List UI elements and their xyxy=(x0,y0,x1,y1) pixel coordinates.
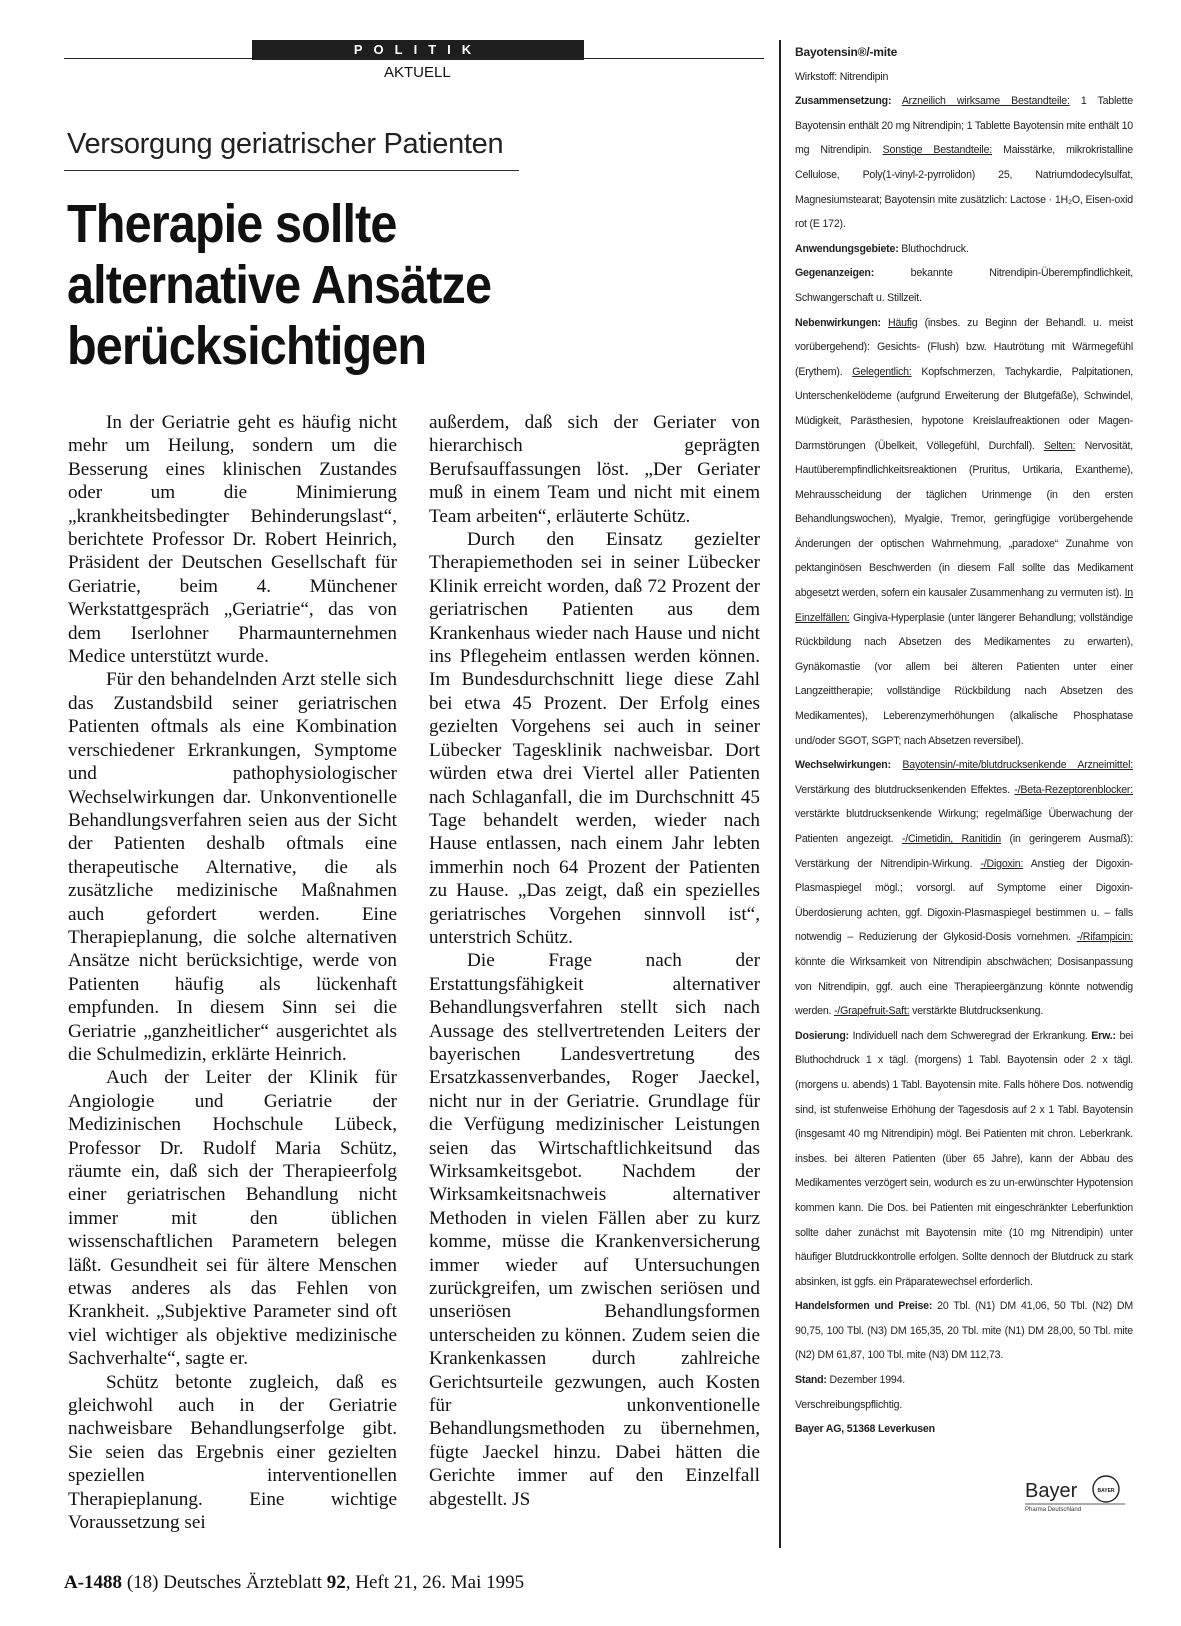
article-kicker: Versorgung geriatrischer Patienten xyxy=(67,128,504,160)
subsection-label: AKTUELL xyxy=(384,64,451,81)
kicker-rule xyxy=(64,170,519,171)
paragraph: Für den behandelnden Arzt stelle sich das Zustandsbild seiner geriatrischen Patienten oftmals als eine Kombination verschiedener Erkrankungen, Symptome und pathophysiologischer Wechselwirkungen dar. Unkonventionelle Behandlungsverfahren seien aus der Sicht der Patienten deshalb oftmals eine therapeutische Alternative, die als zusätzliche medizinische Maßnahmen auch gefordert werden. Eine Therapieplanung, die solche alternativen Ansätze nicht berücksichtige, werde von Patienten häufig als lückenhaft empfunden. In diesem Sinn sei die Geriatrie „ganzheitlicher“ ausgerichtet als die Schulmedizin, erklärte Heinrich. xyxy=(68,669,397,1065)
drug-wechselwirkungen: Wechselwirkungen: Bayotensin/-mite/blutdrucksenkende Arzneimittel: Verstärkung des blutdrucksenkenden Effektes. -/Beta-Rezeptorenblocker: verstärkte blutdrucksenkende Wirkung; regelmäßige Überwachung der Patienten angezeigt. -/Cimetidin, Ranitidin (in geringerem Ausmaß): Verstärkung der Nitrendipin-Wirkung. -/Digoxin: Anstieg der Digoxin-Plasmaspiegel mögl.; vorsorgl. auf Symptome einer Digoxin-Überdosierung achten, ggf. Digoxin-Plasmaspiegel bestimmen u. – falls notwendig – Reduzierung der Glykosid-Dosis vornehmen. -/Rifampicin: könnte die Wirksamkeit von Nitrendipin abschwächen; Dosisanpassung von Nitrendipin, ggf. auch eine Therapieergänzung könnte notwendig werden. -/Grapefruit-Saft: verstärkte Blutdrucksenkung. xyxy=(795,759,1134,1018)
paragraph: In der Geriatrie geht es häufig nicht mehr um Heilung, sondern um die Besserung eines klinischen Zustandes oder um die Minimierung „krankheitsbedingter Behinderungslast“, berichtete Professor Dr. Robert Heinrich, Präsident der Deutschen Gesellschaft für Geriatrie, beim 4. Münchener Werkstattgespräch „Geriatrie“, das von dem Iserlohner Pharmaunternehmen Medice unterstützt wurde. xyxy=(68,412,397,668)
page-footer xyxy=(64,1572,524,1594)
header-rule xyxy=(64,58,764,59)
svg-text:BAYER: BAYER xyxy=(1097,1488,1115,1494)
drug-dosierung: Dosierung: Individuell nach dem Schweregrad der Erkrankung. Erw.: bei Bluthochdruck 1 x tägl. (morgens) 1 Tabl. Bayotensin oder 2 x tägl. (morgens u. abends) 1 Tabl. Bayotensin mite. Falls höhere Dos. notwendig sind, ist stufenweise Erhöhung der Tagesdosis auf 2 x 1 Tabl. Bayotensin (insgesamt 40 mg Nitrendipin) mögl. Bei Patienten mit chron. Leberkrank. insbes. bei älteren Patienten (über 65 Jahre), kann der Abbau des Medikamentes verzögert sein, wodurch es zu un-erwünschter Hypotension kommen kann. Die Dos. bei Patienten mit eingeschränkter Leberfunktion sollte daher zunächst mit Bayotensin mite (10 mg Nitrendipin) unter häufiger Blutdruckkontrolle erfolgen. Sollte dennoch der Blutdruck zu stark absinken, ist ggfs. ein Präparatewechsel erforderlich. xyxy=(795,1029,1133,1288)
drug-company: Bayer AG, 51368 Leverkusen xyxy=(795,1423,935,1436)
drug-handelsformen: Handelsformen und Preise: 20 Tbl. (N1) DM 41,06, 50 Tbl. (N2) DM 90,75, 100 Tbl. (N3) DM 165,35, 20 Tbl. mite (N1) DM 28,00, 50 Tbl. mite (N2) DM 61,87, 100 Tbl. mite (N3) DM 112,73. xyxy=(795,1300,1133,1362)
column-divider xyxy=(779,40,781,1548)
paragraph: außerdem, daß sich der Geriater von hierarchisch geprägten Berufsauffassungen löst. „Der Geriater muß in einem Team und nicht mit einem Team arbeiten“, erläuterte Schütz. xyxy=(429,412,760,527)
journal-volume: 92 xyxy=(326,1572,346,1593)
drug-info-box xyxy=(795,40,1133,1442)
bayer-logo xyxy=(1025,1473,1125,1513)
paragraph: Auch der Leiter der Klinik für Angiologie und Geriatrie der Medizinischen Hochschule Lübeck, Professor Dr. Rudolf Maria Schütz, räumte ein, daß sich der Therapieerfolg einer geriatrischen Behandlung nicht immer mit den üblichen wissenschaftlichen Parametern belegen läßt. Gesundheit sei für ältere Menschen etwas anderes als das Fehlen von Krankheit. „Subjektive Parameter sind oft viel wichtiger als objektive medizinische Sachverhalte“, sagte er. xyxy=(68,1067,397,1370)
section-label: POLITIK xyxy=(252,40,584,60)
svg-text:Pharma Deutschland: Pharma Deutschland xyxy=(1025,1507,1082,1513)
svg-text:Bayer: Bayer xyxy=(1025,1480,1078,1502)
drug-gegenanzeigen: Gegenanzeigen: bekannte Nitrendipin-Überempfindlichkeit, Schwangerschaft u. Stillzeit. xyxy=(795,267,1134,304)
paragraph: Durch den Einsatz gezielter Therapiemethoden sei in seiner Lübecker Klinik erreicht worden, daß 72 Prozent der geriatrischen Patienten aus dem Krankenhaus wieder nach Hause und nicht ins Pflegeheim entlassen werden können. Im Bundesdurchschnitt liege diese Zahl bei etwa 45 Prozent. Der Erfolg eines gezielten Vorgehens sei auch in seiner Lübecker Tagesklinik nachweisbar. Dort würden etwa drei Viertel aller Patienten nach Schlaganfall, die im Durchschnitt 45 Tage behandelt werden, wieder nach Hause entlassen, nach einem Jahr lebten immerhin noch 64 Prozent der Patienten zu Hause. „Das zeigt, daß ein spezielles geriatrisches Vorgehen sinnvoll ist“, unterstrich Schütz. xyxy=(429,529,760,948)
journal-name: (18) Deutsches Ärzteblatt xyxy=(126,1572,323,1593)
drug-zusammensetzung: Zusammensetzung: Arzneilich wirksame Bestandteile: 1 Tablette Bayotensin enthält 20 mg Nitrendipin; 1 Tablette Bayotensin mite enthält 10 mg Nitrendipin. Sonstige Bestandteile: Maisstärke, mikrokristalline Cellulose, Poly(1-vinyl-2-pyrrolidon) 25, Natriumdodecylsulfat, Magnesiumstearat; Bayotensin mite zusätzlich: Lactose · 1H₂O, Eisen-oxid rot (E 172). xyxy=(795,95,1133,231)
drug-nebenwirkungen: Nebenwirkungen: Häufig (insbes. zu Beginn der Behandl. u. meist vorübergehend): Gesichts- (Flush) bzw. Hautrötung mit Wärmegefühl (Erythem). Gelegentlich: Kopfschmerzen, Tachykardie, Palpitationen, Unterschenkelödeme (aufgrund Erweiterung der Blutgefäße), Schwindel, Müdigkeit, Parästhesien, hypotone Kreislaufreaktionen oder Magen-Darmstörungen (Übelkeit, Völlegefühl, Durchfall). Selten: Nervosität, Hautüberempfindlichkeitsreaktionen (Pruritus, Urtikaria, Exantheme), Mehrausscheidung der täglichen Urinmenge (in den ersten Behandlungswochen), Myalgie, Tremor, geringfügige vorübergehende Änderungen der optischen Wahrnehmung, „paradoxe“ Zunahme von pektanginösen Beschwerden (in diesem Fall sollte das Medikament abgesetzt werden, sofern ein kausaler Zusammenhang zu vermuten ist). In Einzelfällen: Gingiva-Hyperplasie (unter längerer Behandlung; vollständige Rückbildung nach Absetzen des Medikamentes zu erwarten), Gynäkomastie (vor allem bei älteren Patienten unter einer Langzeittherapie; vollständige Rückbildung nach Absetzen des Medikamentes), Leberenzymerhöhungen (alkalische Phosphatase und/oder SGOT, SGPT; nach Absetzen reversibel). xyxy=(795,316,1134,747)
article-column-2 xyxy=(429,411,760,1511)
paragraph: Schütz betonte zugleich, daß es gleichwohl auch in der Geriatrie nachweisbare Behandlungserfolge gibt. Sie seien das Ergebnis einer gezielten speziellen interventionellen Therapieplanung. Eine wichtige Voraussetzung sei xyxy=(68,1371,397,1534)
article-headline: Therapie sollte alternative Ansätze berücksichtigen xyxy=(67,194,492,376)
drug-wirkstoff: Wirkstoff: Nitrendipin xyxy=(795,70,889,83)
drug-stand: Stand: Dezember 1994. xyxy=(795,1374,906,1387)
page-number: A-1488 xyxy=(64,1572,123,1593)
paragraph: Die Frage nach der Erstattungsfähigkeit alternativer Behandlungsverfahren stellt sich nach Aussage des stellvertretenden Leiters der bayerischen Landesvertretung des Ersatzkassenverbandes, Roger Jaeckel, nicht nur in der Geriatrie. Grundlage für die Verfügung medizinischer Leistungen seien das Wirtschaftlichkeitsund das Wirksamkeitsgebot. Nachdem der Wirksamkeitsnachweis alternativer Methoden in vielen Fällen aber zu kurz komme, müsse die Krankenversicherung immer wieder auf Untersuchungen zurückgreifen, um zwischen seriösen und unseriösen Behandlungsformen unterscheiden zu können. Zudem seien die Krankenkassen durch zahlreiche Gerichtsurteile gezwungen, auch Kosten für unkonventionelle Behandlungsmethoden zu übernehmen, fügte Jaeckel hinzu. Dabei hätten die Gerichte immer auf den Einzelfall abgestellt. JS xyxy=(429,950,760,1510)
drug-verschreibung: Verschreibungspflichtig. xyxy=(795,1398,903,1411)
drug-anwendung: Anwendungsgebiete: Bluthochdruck. xyxy=(795,242,969,255)
journal-issue: , Heft 21, 26. Mai 1995 xyxy=(345,1572,525,1593)
drug-name: Bayotensin®/-mite xyxy=(795,45,898,59)
article-column-1 xyxy=(68,411,397,1535)
